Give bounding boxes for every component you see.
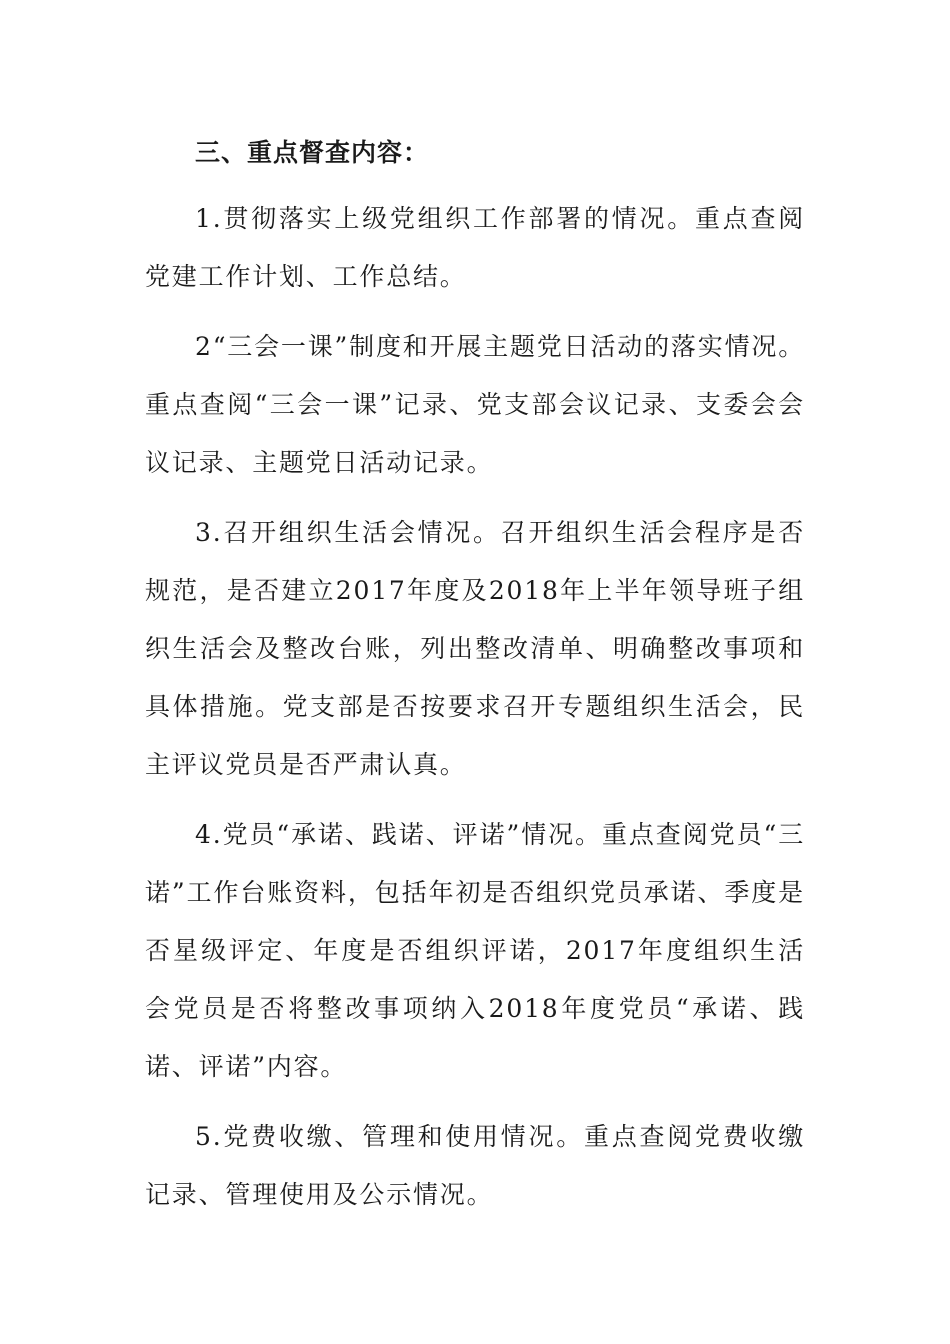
paragraph-2: 2“三会一课”制度和开展主题党日活动的落实情况。重点查阅“三会一课”记录、党支部会议记录、支委会会议记录、主题党日活动记录。 — [145, 332, 805, 477]
document-body — [145, 128, 805, 1224]
paragraph-5: 5.党费收缴、管理和使用情况。重点查阅党费收缴记录、管理使用及公示情况。 — [145, 1122, 805, 1209]
paragraph-1: 1.贯彻落实上级党组织工作部署的情况。重点查阅党建工作计划、工作总结。 — [145, 204, 805, 291]
section-heading: 三、重点督查内容： — [195, 138, 430, 167]
paragraph-3: 3.召开组织生活会情况。召开组织生活会程序是否规范，是否建立2017年度及2018年上半年领导班子组织生活会及整改台账，列出整改清单、明确整改事项和具体措施。党支部是否按要求召开专题组织生活会，民主评议党员是否严肃认真。 — [145, 518, 805, 779]
paragraph-4: 4.党员“承诺、践诺、评诺”情况。重点查阅党员“三诺”工作台账资料，包括年初是否组织党员承诺、季度是否星级评定、年度是否组织评诺，2017年度组织生活会党员是否将整改事项纳入2018年度党员“承诺、践诺、评诺”内容。 — [145, 820, 805, 1081]
